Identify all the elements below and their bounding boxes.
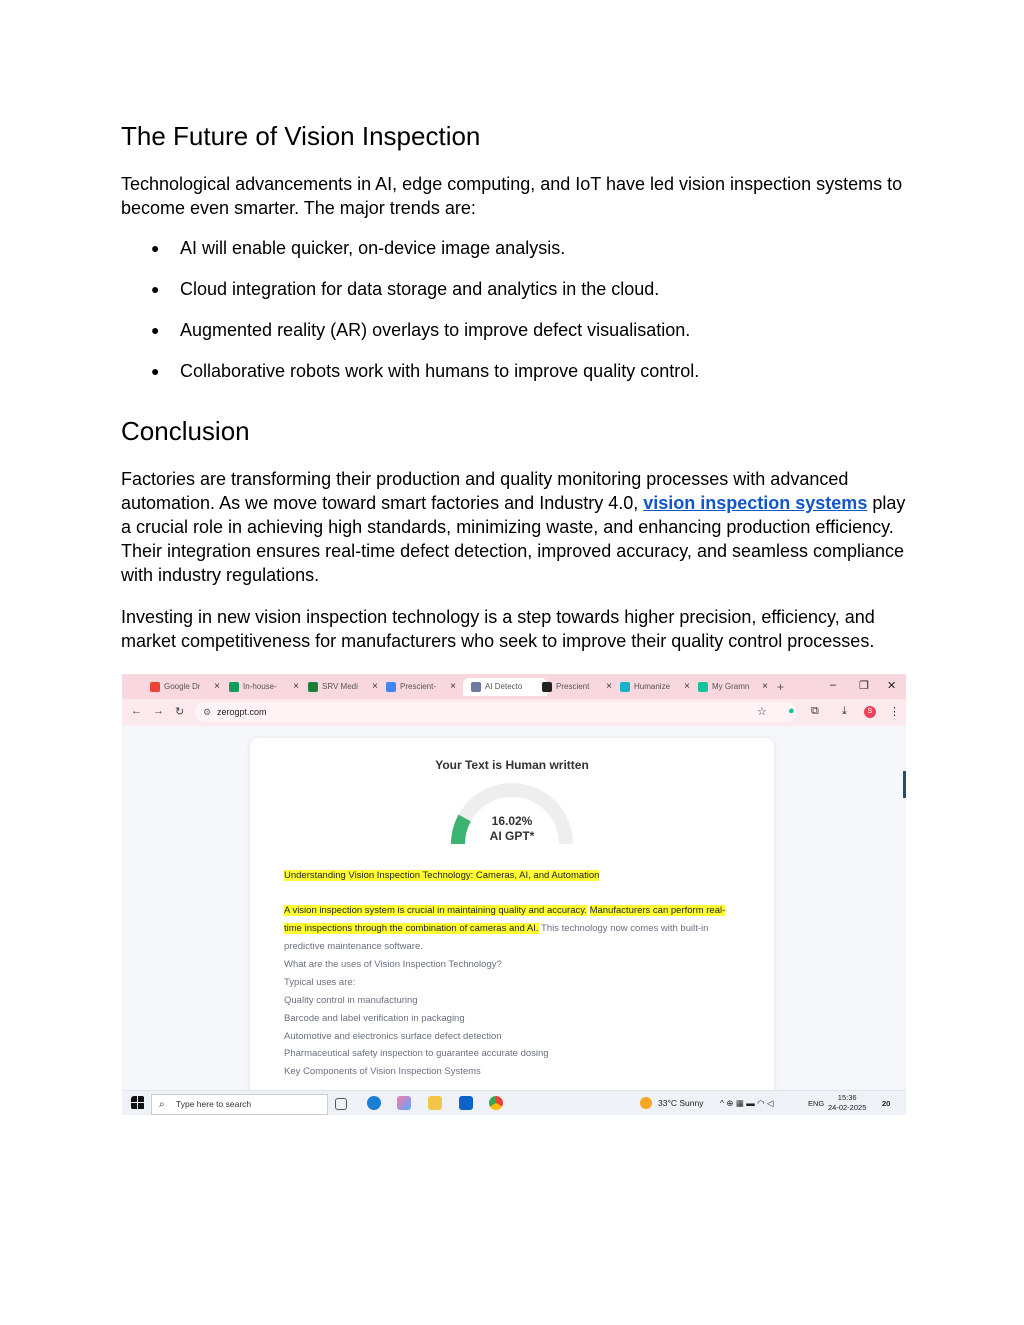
clock-date: 24-02-2025 xyxy=(828,1103,867,1112)
close-tab-icon[interactable]: × xyxy=(293,681,299,692)
close-tab-icon[interactable]: × xyxy=(762,681,768,692)
human-text: This technology now comes with built-in xyxy=(538,923,709,934)
tab-label: My Gramn xyxy=(712,682,750,691)
paragraph-conclusion xyxy=(121,467,911,587)
text-line xyxy=(284,1013,465,1024)
tab-label: Humanize xyxy=(634,682,671,691)
ai-highlighted-text: A vision inspection system is crucial in maintaining quality and accuracy. xyxy=(284,905,587,916)
browser-tab[interactable] xyxy=(308,678,376,696)
gauge-readout xyxy=(250,814,774,844)
list-item: ● Augmented reality (AR) overlays to improve defect visualisation. xyxy=(121,318,911,359)
forward-icon[interactable]: → xyxy=(153,705,164,717)
text-line xyxy=(284,959,502,970)
search-placeholder: Type here to search xyxy=(176,1099,252,1109)
sheets-icon xyxy=(229,682,239,692)
gauge-value: 16.02% xyxy=(491,814,533,828)
windows-start-icon[interactable] xyxy=(131,1096,145,1110)
list-item: ● AI will enable quicker, on-device image analysis. xyxy=(121,236,911,277)
trends-list xyxy=(121,236,911,400)
close-window-button[interactable]: ✕ xyxy=(887,680,897,692)
tab-label: Prescient- xyxy=(400,682,437,691)
weather-icon xyxy=(640,1097,652,1109)
tab-label: Prescient xyxy=(556,682,590,691)
clock-time: 15:36 xyxy=(837,1093,857,1102)
browser-tab[interactable] xyxy=(542,678,610,696)
paragraph-text: Factories are transforming their production and quality monitoring processes with advanced automation. As we move toward smart factories and Industry 4.0, xyxy=(121,469,849,513)
text-line xyxy=(284,941,423,952)
tab-label: AI Detecto xyxy=(485,682,523,691)
human-text: Barcode and label verification in packaging xyxy=(284,1013,465,1024)
browser-tab[interactable] xyxy=(698,678,766,696)
vision-inspection-link[interactable]: vision inspection systems xyxy=(643,493,868,513)
profile-avatar[interactable]: S xyxy=(864,706,876,718)
browser-tab[interactable] xyxy=(463,678,547,696)
site-info-icon[interactable]: ⚙ xyxy=(203,707,212,717)
human-text: Key Components of Vision Inspection Systems xyxy=(284,1066,481,1077)
chrome-icon[interactable] xyxy=(489,1096,503,1110)
outlook-icon[interactable] xyxy=(459,1096,473,1110)
maximize-button[interactable]: ❐ xyxy=(859,680,869,692)
grammarly-extension-icon[interactable]: ● xyxy=(788,705,795,717)
windows-taskbar xyxy=(122,1090,906,1115)
reload-icon[interactable]: ↻ xyxy=(175,706,185,718)
download-icon[interactable]: ⤓ xyxy=(842,705,847,717)
address-bar[interactable] xyxy=(195,702,797,722)
chatgpt-icon xyxy=(542,682,552,692)
zerogpt-screenshot xyxy=(122,674,906,1115)
browser-tab[interactable] xyxy=(229,678,297,696)
heading-future: The Future of Vision Inspection xyxy=(121,121,481,151)
taskbar-search[interactable] xyxy=(151,1094,328,1115)
text-line xyxy=(284,977,355,988)
close-tab-icon[interactable]: × xyxy=(684,681,690,692)
extensions-icon[interactable]: ⧉ xyxy=(811,705,819,717)
text-line xyxy=(284,1066,481,1077)
close-tab-icon[interactable]: × xyxy=(606,681,612,692)
gauge-label: AI GPT* xyxy=(489,829,535,843)
heading-conclusion: Conclusion xyxy=(121,416,250,446)
detection-result-card xyxy=(250,738,774,1115)
tray-icons[interactable]: ^ ⊕ ▦ ▬ ◠ ◁ xyxy=(720,1098,774,1108)
human-text: Quality control in manufacturing xyxy=(284,995,418,1006)
tab-label: Google Dr xyxy=(164,682,201,691)
close-tab-icon[interactable]: × xyxy=(372,681,378,692)
tab-label: In-house- xyxy=(243,682,277,691)
paragraph-text: play a crucial role in achieving high standards, minimizing waste, and enhancing production efficiency. Their integration ensures real-time defect detection, improved accuracy, and seamless compliance with industry regulations. xyxy=(121,493,906,585)
human-text: What are the uses of Vision Inspection Technology? xyxy=(284,959,502,970)
result-title: Your Text is Human written xyxy=(435,758,589,772)
docs-icon xyxy=(386,682,396,692)
minimize-button[interactable]: – xyxy=(830,679,837,691)
taskbar-clock[interactable] xyxy=(828,1093,866,1113)
sheets-icon xyxy=(308,682,318,692)
human-text: Automotive and electronics surface defect detection xyxy=(284,1031,502,1042)
text-line xyxy=(284,1048,549,1059)
paragraph-intro: Technological advancements in AI, edge computing, and IoT have led vision inspection systems to become even smarter. The major trends are: xyxy=(121,174,903,218)
browser-tab[interactable] xyxy=(150,678,218,696)
humanize-icon xyxy=(620,682,630,692)
back-icon[interactable]: ← xyxy=(131,705,142,717)
new-tab-button[interactable]: + xyxy=(777,680,785,694)
search-icon: ⌕ xyxy=(159,1099,165,1110)
text-line xyxy=(284,905,725,916)
ai-highlighted-text: Manufacturers can perform real- xyxy=(589,905,726,916)
text-line xyxy=(284,870,599,881)
file-explorer-icon[interactable] xyxy=(428,1096,442,1110)
menu-icon[interactable]: ⋮ xyxy=(889,706,900,718)
language-indicator[interactable]: ENG xyxy=(808,1099,825,1108)
text-line xyxy=(284,923,708,934)
weather-text[interactable]: 33°C Sunny xyxy=(658,1098,704,1108)
task-view-icon[interactable] xyxy=(335,1098,347,1110)
close-tab-icon[interactable]: × xyxy=(450,681,456,692)
browser-tab[interactable] xyxy=(386,678,454,696)
text-line xyxy=(284,1031,502,1042)
scroll-indicator[interactable] xyxy=(903,771,906,798)
paragraph-investing: Investing in new vision inspection technology is a step towards higher precision, efficiency, and market competitiveness for manufacturers who seek to improve their quality control processes. xyxy=(121,607,875,651)
human-text: Typical uses are: xyxy=(284,977,356,988)
list-item: ● Collaborative robots work with humans to improve quality control. xyxy=(121,359,911,400)
human-text: predictive maintenance software. xyxy=(284,941,423,952)
gmail-icon xyxy=(150,682,160,692)
url-text: zerogpt.com xyxy=(217,707,267,717)
list-item: ● Cloud integration for data storage and analytics in the cloud. xyxy=(121,277,911,318)
ai-highlighted-text: time inspections through the combination of cameras and AI. xyxy=(284,923,539,934)
close-tab-icon[interactable]: × xyxy=(214,681,220,692)
browser-tab[interactable] xyxy=(620,678,688,696)
text-line xyxy=(284,995,418,1006)
browser-tab-bar xyxy=(122,674,906,699)
human-text: Pharmaceutical safety inspection to guarantee accurate dosing xyxy=(284,1048,549,1059)
copilot-icon[interactable] xyxy=(397,1096,411,1110)
grammarly-icon xyxy=(698,682,708,692)
edge-icon[interactable] xyxy=(367,1096,381,1110)
address-bar-row xyxy=(122,699,906,726)
notification-badge[interactable]: 20 xyxy=(882,1099,891,1108)
zerogpt-icon xyxy=(471,682,481,692)
tab-label: SRV Medi xyxy=(322,682,358,691)
ai-highlighted-text: Understanding Vision Inspection Technology: Cameras, AI, and Automation xyxy=(284,870,600,881)
bookmark-star-icon[interactable]: ☆ xyxy=(757,706,767,718)
